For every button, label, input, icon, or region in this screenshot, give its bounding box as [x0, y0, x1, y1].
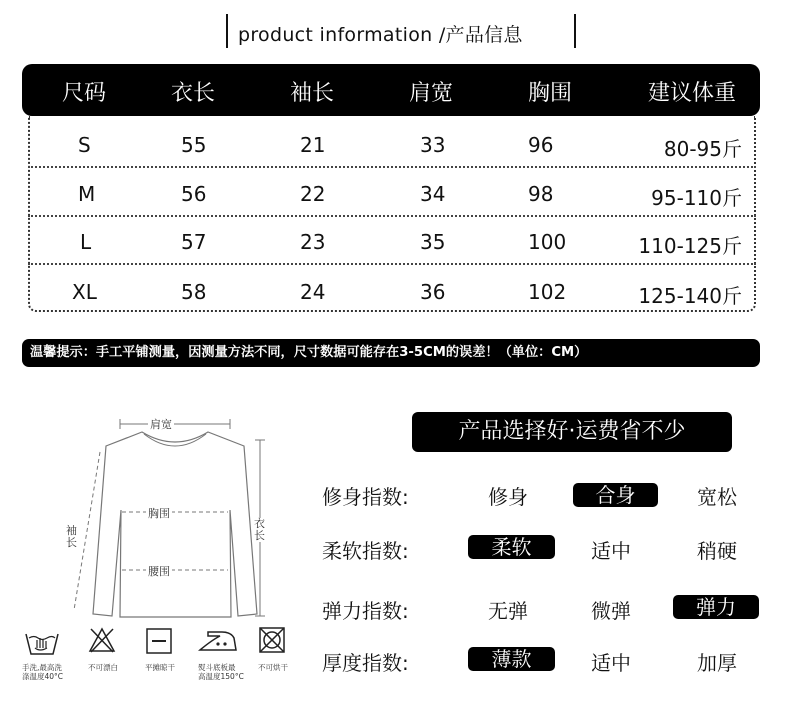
col-header-length: 衣长: [171, 81, 216, 106]
cell-length: 57: [181, 230, 207, 254]
cell-weight: 125-140斤: [638, 284, 742, 308]
no-bleach-icon: [88, 626, 116, 654]
col-header-shoulder: 肩宽: [409, 81, 454, 106]
page-title: product information /产品信息: [238, 24, 523, 46]
index-label-thickness: 厚度指数:: [322, 651, 409, 675]
label-shoulder: 肩宽: [150, 418, 172, 431]
cell-chest: 96: [528, 133, 554, 157]
label-chest: 胸围: [148, 507, 170, 520]
elasticity-option-none: 无弹: [488, 599, 528, 623]
cell-sleeve: 21: [300, 133, 326, 157]
cell-length: 58: [181, 280, 207, 304]
softness-option-soft-selected: 柔软: [468, 535, 555, 559]
cell-chest: 100: [528, 230, 567, 254]
cell-chest: 102: [528, 280, 567, 304]
row-divider: [28, 215, 756, 217]
measurement-note: 温馨提示：手工平铺测量，因测量方法不同，尺寸数据可能存在3-5CM的误差！（单位：CM）: [22, 339, 760, 367]
no-tumble-dry-icon: [258, 626, 286, 654]
cell-size: S: [78, 133, 91, 157]
elasticity-option-stretch-selected: 弹力: [673, 595, 759, 619]
softness-option-medium: 适中: [591, 539, 631, 563]
cell-weight: 95-110斤: [651, 186, 742, 210]
garment-diagram: [60, 400, 290, 625]
cell-chest: 98: [528, 182, 554, 206]
elasticity-option-slight: 微弹: [591, 599, 631, 623]
fit-option-slim: 修身: [488, 485, 528, 509]
cell-sleeve: 22: [300, 182, 326, 206]
col-header-sleeve: 袖长: [290, 81, 335, 106]
care-text-bleach: 不可漂白: [88, 663, 118, 672]
thickness-option-thin-selected: 薄款: [468, 647, 555, 671]
thickness-option-thick: 加厚: [697, 651, 737, 675]
cell-shoulder: 34: [420, 182, 446, 206]
care-text-dry: 平摊晾干: [145, 663, 175, 672]
col-header-size: 尺码: [62, 81, 107, 106]
cell-shoulder: 33: [420, 133, 446, 157]
label-sleeve: 袖长: [66, 524, 77, 549]
label-waist: 腰围: [148, 565, 170, 578]
product-fit-title: 产品选择好·运费省不少: [412, 412, 732, 452]
cell-sleeve: 24: [300, 280, 326, 304]
row-divider: [28, 263, 756, 265]
flat-dry-icon: [145, 627, 173, 655]
cell-size: M: [78, 182, 96, 206]
index-label-softness: 柔软指数:: [322, 539, 409, 563]
cell-sleeve: 23: [300, 230, 326, 254]
cell-length: 55: [181, 133, 207, 157]
cell-length: 56: [181, 182, 207, 206]
care-text-tumble: 不可烘干: [258, 663, 288, 672]
col-header-chest: 胸围: [528, 81, 573, 106]
fit-option-regular-selected: 合身: [573, 483, 658, 507]
row-divider: [28, 166, 756, 168]
thickness-option-medium: 适中: [591, 651, 631, 675]
cell-shoulder: 35: [420, 230, 446, 254]
softness-option-firm: 稍硬: [697, 539, 737, 563]
hand-wash-icon: [24, 626, 60, 656]
cell-weight: 110-125斤: [638, 234, 742, 258]
care-text-iron: 熨斗底板最 高温度150°C: [198, 663, 244, 681]
index-label-fit: 修身指数:: [322, 485, 409, 509]
fit-option-loose: 宽松: [697, 485, 737, 509]
cell-shoulder: 36: [420, 280, 446, 304]
index-label-elasticity: 弹力指数:: [322, 599, 409, 623]
cell-size: XL: [72, 280, 97, 304]
col-header-weight: 建议体重: [648, 81, 737, 106]
cell-weight: 80-95斤: [663, 137, 742, 161]
label-length: 衣长: [254, 517, 265, 542]
care-text-wash: 手洗,最高洗 涤温度40°C: [22, 663, 64, 681]
iron-icon: [198, 628, 238, 654]
cell-size: L: [80, 230, 92, 254]
